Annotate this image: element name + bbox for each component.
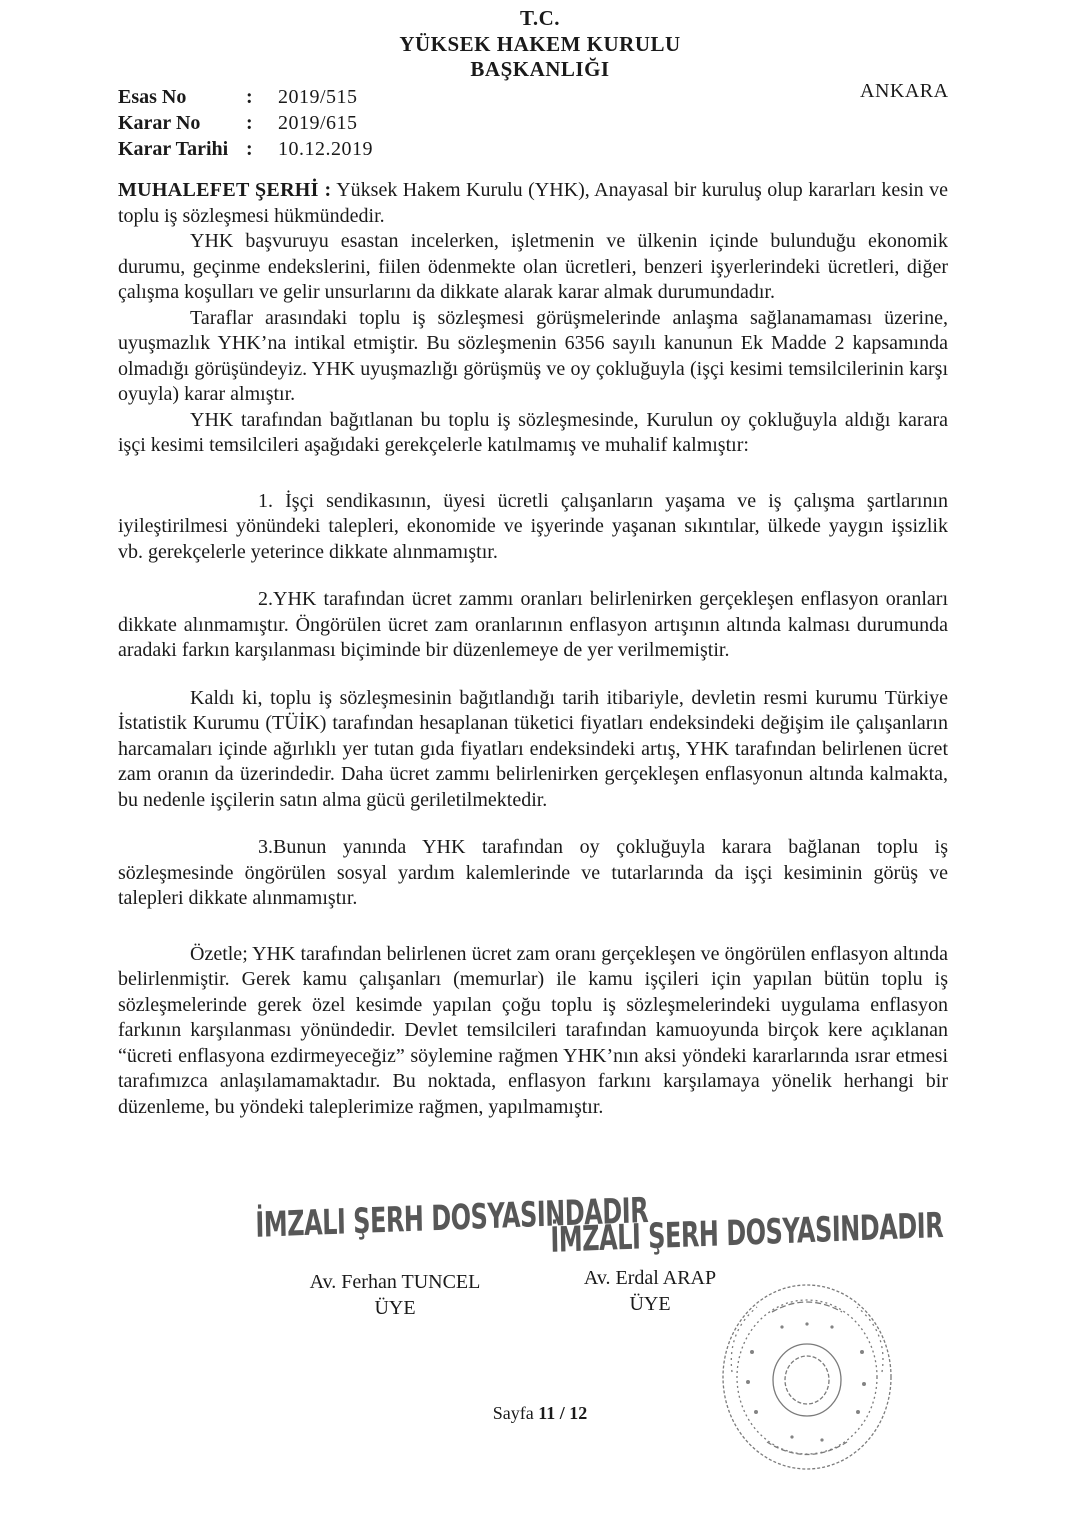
dissent-heading: MUHALEFET ŞERHİ : (118, 179, 332, 201)
paragraph-3: Taraflar arasındaki toplu iş sözleşmesi görüşmelerinde anlaşma sağlanamaması üzerine, uyuşmazlık YHK’na intikal etmiştir. Bu sözleşmenin 6356 sayılı kanunun Ek Madde 2 kapsamında olmadığı görüşündeyiz. YHK uyuşmazlığı görüşmüş ve oy çokluğuyla (işçi kesimi temsilcilerinin karşı oyuyla) karar almıştır. (118, 306, 948, 405)
signature-stamp-2: İMZALI ŞERH DOSYASINDADIR (550, 1205, 944, 1261)
paragraph-2: YHK başvuruyu esastan incelerken, işletmenin ve ülkenin içinde bulunduğu ekonomik durumu, geçinme endekslerini, fiilen ödenmekte olan ücretleri, benzeri işyerlerindeki ücretleri, diğer çalışma koşulları ve gelir unsurlarını da dikkate alarak karar almak durumundadır. (118, 230, 948, 303)
meta-value: 2019/515 (278, 86, 358, 108)
paragraph-5: Kaldı ki, toplu iş sözleşmesinin bağıtlandığı tarih itibariyle, devletin resmi kurumu Türkiye İstatistik Kurumu (TÜİK) tarafından hesaplanan tüketici fiyatları endeksindeki değişim ile çalışanların harcamaları içinde ağırlıklı yer tutan gıda fiyatları endeksindeki artış, YHK tarafından belirlenen ücret zam oranın da üzerindedir. Daha ücret zammı belirlenirken gerçekleşen enflasyonun altında kalmakta, bu nedenle işçilerin satın alma gücü geriletilmektedir. (118, 686, 948, 811)
meta-colon: : (246, 86, 253, 108)
meta-colon: : (246, 138, 253, 160)
page-prefix: Sayfa (492, 1403, 539, 1423)
meta-row-esas (118, 84, 373, 110)
signatory-name: Av. Erdal ARAP (583, 1267, 717, 1289)
paragraph-item-3: 3.Bunun yanında YHK tarafından oy çokluğuyla karara bağlanan toplu iş sözleşmesinde öngörülen sosyal yardım kalemlerinde ve tutarlarında da işçi kesiminin görüş ve talepleri dikkate alınmamıştır. (118, 836, 948, 909)
meta-value: 2019/615 (278, 112, 358, 134)
meta-colon: : (246, 112, 253, 134)
meta-value: 10.12.2019 (278, 138, 373, 160)
paragraph-4: YHK tarafından bağıtlanan bu toplu iş sözleşmesinde, Kurulun oy çokluğuyla aldığı karara işçi kesimi temsilcileri aşağıdaki gerekçelerle katılmamış ve muhalif kalmıştır: (118, 408, 948, 456)
meta-row-tarih (118, 136, 373, 162)
meta-row-karar (118, 110, 373, 136)
page-footer (0, 1403, 1080, 1424)
paragraph-summary: Özetle; YHK tarafından belirlenen ücret zam oranı gerçekleşen ve öngörülen enflasyon altında belirlenmiştir. Gerek kamu çalışanları (memurlar) ile kamu işçileri için yapılan bütün toplu iş sözleşmelerinde gerek özel kesimde yapılan çoğu toplu iş sözleşmelerindeki uygulama enflasyon farkının karşılanması yönündedir. Devlet temsilcileri tarafından kamuoyunda birçok kere açıklanan “ücreti enflasyona ezdirmeyeceğiz” söylemine rağmen YHK’nın aksi yöndeki kararlarında ısrar etmesi tarafımızca anlaşılamamaktadır. Bu noktada, enflasyon farkını karşılamaya yönelik herhangi bir düzenleme, bu yöndeki taleplerimize rağmen, yapılmamıştır. (118, 942, 948, 1118)
header-presidency: BAŞKANLIĞI (470, 57, 610, 81)
dissent-body (118, 178, 948, 1120)
meta-label: Esas No (118, 86, 187, 108)
case-meta (118, 84, 373, 162)
paragraph-text: Yüksek Hakem Kurulu (YHK), Anayasal bir kuruluş olup kararları kesin ve toplu iş sözleşmesi hükmündedir. (118, 179, 948, 227)
page-number: 11 / 12 (538, 1403, 588, 1423)
paragraph-item-2: 2.YHK tarafından ücret zammı oranları belirlenirken gerçekleşen enflasyon oranları dikkate alınmamıştır. Öngörülen ücret zam oranlarının enflasyon artışının altında kalması durumunda aradaki farkın karşılanması biçiminde bir düzenlemeye de yer verilmemiştir. (118, 588, 948, 661)
signature-stamp-1: İMZALI ŞERH DOSYASINDADIR (255, 1190, 649, 1246)
signatory-1 (265, 1269, 525, 1321)
signatory-title: ÜYE (629, 1293, 671, 1315)
paragraph-item-1: 1. İşçi sendikasının, üyesi ücretli çalışanların yaşama ve iş çalışma şartlarının iyileştirilmesi yönündeki talepleri, ekonomide ve işyerinde yaşanan sıkıntılar, ülkede yaygın işsizlik vb. gerekçelerle yeterince dikkate alınmamıştır. (118, 489, 948, 563)
header-tc: T.C. (519, 6, 561, 30)
signatory-name: Av. Ferhan TUNCEL (309, 1271, 481, 1293)
header-institution: YÜKSEK HAKEM KURULU (399, 32, 681, 56)
meta-label: Karar No (118, 112, 201, 134)
city-label: ANKARA (860, 80, 949, 102)
meta-label: Karar Tarihi (118, 138, 229, 160)
paragraph-intro (118, 178, 948, 229)
signatory-title: ÜYE (374, 1297, 416, 1319)
official-seal-icon (712, 1272, 902, 1482)
